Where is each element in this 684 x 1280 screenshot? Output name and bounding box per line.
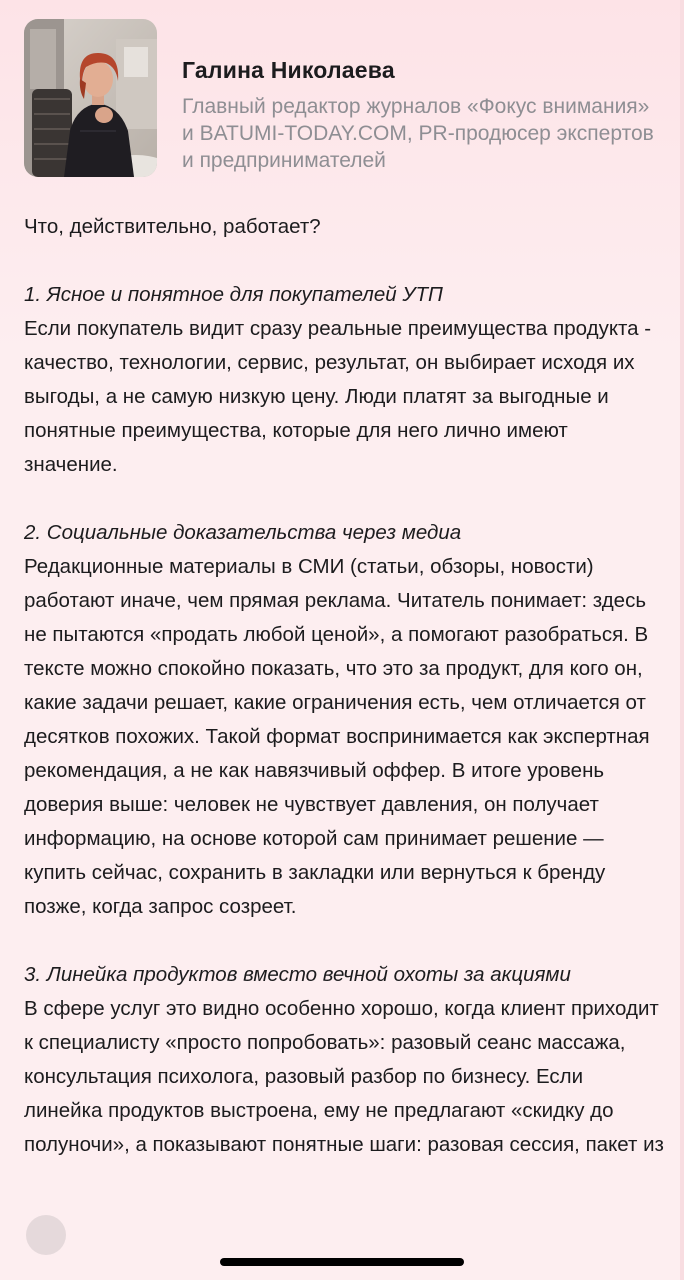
paragraph-gap — [24, 482, 664, 516]
article-body — [24, 210, 664, 1162]
author-photo — [24, 19, 157, 177]
author-name[interactable]: Галина Николаева — [182, 57, 395, 83]
author-role: Главный редактор журналов «Фокус внимания» и BATUMI-TODAY.COM, PR-продюсер экспертов и предпринимателей — [182, 95, 654, 172]
author-card[interactable] — [24, 19, 664, 179]
article-intro: Что, действительно, работает? — [24, 215, 321, 238]
assistive-touch-button[interactable] — [26, 1215, 66, 1255]
section-heading: 1. Ясное и понятное для покупателей УТП — [24, 283, 443, 306]
section-body: В сфере услуг это видно особенно хорошо, когда клиент приходит к специалисту «просто попробовать»: разовый сеанс массажа, консультация психолога, разовый разбор по бизнесу. Если линейка продуктов выстроена, ему не предлагают «скидку до полуночи», а показывают понятные шаги: разовая сессия, пакет из — [24, 997, 664, 1156]
section-heading: 3. Линейка продуктов вместо вечной охоты за акциями — [24, 963, 571, 986]
paragraph-gap — [24, 924, 664, 958]
author-info — [182, 55, 662, 174]
paragraph-gap — [24, 244, 664, 278]
avatar[interactable] — [24, 19, 157, 177]
section-heading: 2. Социальные доказательства через медиа — [24, 521, 462, 544]
section-body: Редакционные материалы в СМИ (статьи, обзоры, новости) работают иначе, чем прямая реклама. Читатель понимает: здесь не пытаются «продать любой ценой», а помогают разобраться. В тексте можно спокойно показать, что это за продукт, для кого он, какие задачи решает, какие ограничения есть, чем отличается от десятков похожих. Такой формат воспринимается как экспертная рекомендация, а не как навязчивый оффер. В итоге уровень доверия выше: человек не чувствует давления, он получает информацию, на основе которой сам принимает решение — купить сейчас, сохранить в закладки или вернуться к бренду позже, когда запрос созреет. — [24, 555, 650, 918]
section-body: Если покупатель видит сразу реальные преимущества продукта - качество, технологии, сервис, результат, он выбирает исходя их выгоды, а не самую низкую цену. Люди платят за выгодные и понятные преимущества, которые для него лично имеют значение. — [24, 317, 652, 476]
home-indicator[interactable] — [220, 1258, 464, 1266]
card-edge — [680, 0, 684, 1280]
